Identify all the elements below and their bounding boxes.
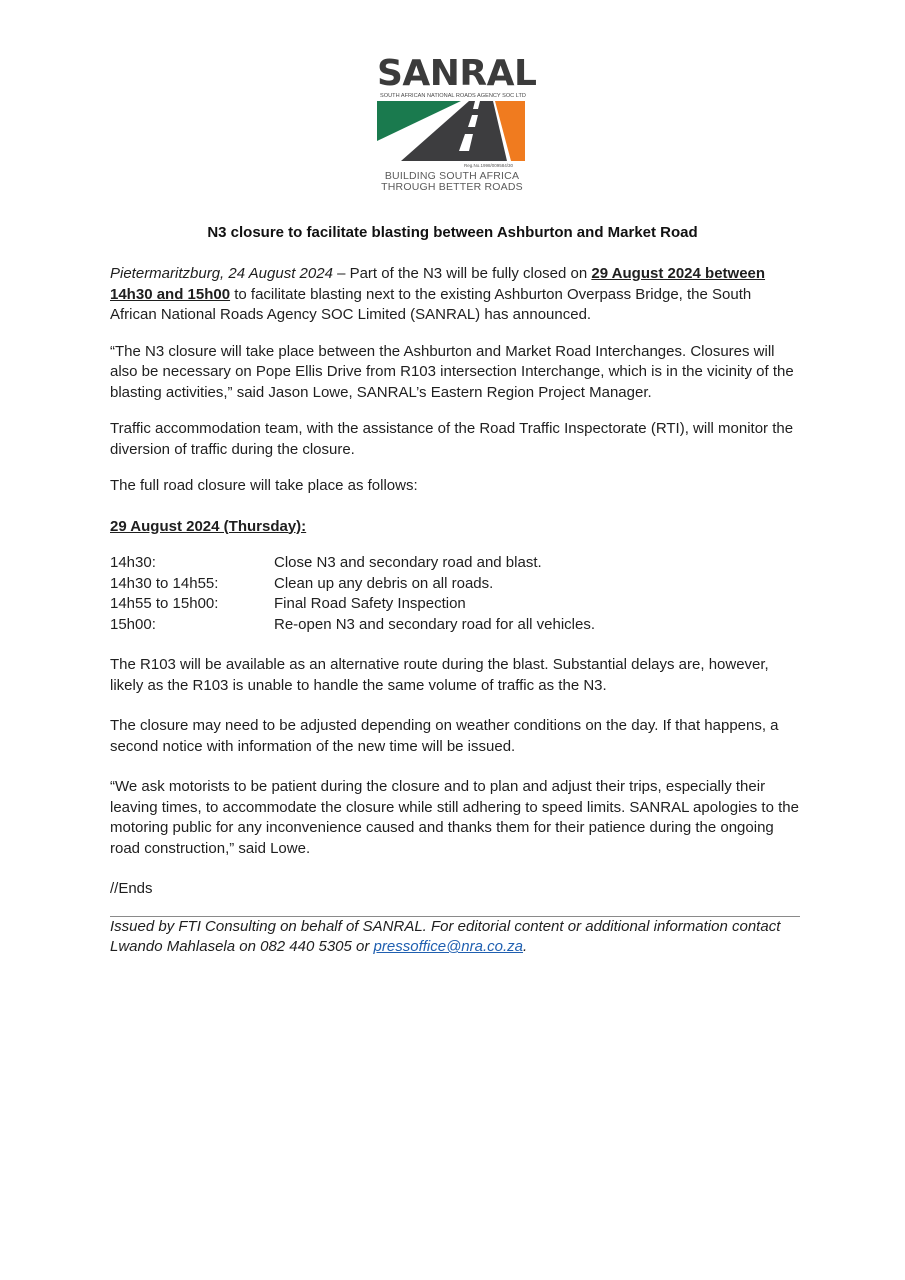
ends-marker: //Ends (110, 880, 153, 897)
schedule-action: Close N3 and secondary road and blast. (274, 554, 542, 571)
issued-text: Issued by FTI Consulting on behalf of SANRAL. For editorial content or additional information contact Lwando Mahlasela on 082 440 5305 or (110, 917, 781, 955)
schedule-action: Final Road Safety Inspection (274, 595, 466, 612)
press-office-email-link[interactable]: pressoffice@nra.co.za (373, 938, 524, 955)
logo-tagline-line1: BUILDING SOUTH AFRICA (384, 170, 520, 182)
quote-paragraph-2: “We ask motorists to be patient during the closure and to plan and adjust their trips, especially their leaving times, to accommodate the closure while still adhering to speed limits. SANRAL apologies to the motoring public for any inconvenience caused and thanks them for their patience during the ongoing road construction,” said Lowe. (110, 778, 799, 857)
full-closure-paragraph: The full road closure will take place as follows: (110, 477, 418, 494)
logo-tagline (374, 171, 530, 193)
logo-wordmark: SANRAL (377, 53, 537, 94)
intro-rest: to facilitate blasting next to the existing Ashburton Overpass Bridge, the South African National Roads Agency SOC Limited (SANRAL) has announced. (110, 285, 752, 323)
r103-paragraph: The R103 will be available as an alternative route during the blast. Substantial delays are, however, likely as the R103 is unable to handle the same volume of traffic as the N3. (110, 656, 769, 694)
schedule-action: Re-open N3 and secondary road for all vehicles. (274, 615, 596, 633)
issued-by-footer (110, 917, 800, 958)
logo-reg-number: Reg.No.1998/009584/30 (464, 163, 514, 168)
issued-tail: . (523, 938, 528, 955)
schedule-row (110, 594, 800, 615)
document-body (110, 264, 800, 974)
logo-subline: SOUTH AFRICAN NATIONAL ROADS AGENCY SOC LTD (380, 93, 526, 99)
document-title: N3 closure to facilitate blasting between Ashburton and Market Road (207, 224, 698, 241)
intro-dash: – Part of the N3 will be fully closed on (332, 265, 592, 282)
traffic-paragraph: Traffic accommodation team, with the assistance of the Road Traffic Inspectorate (RTI), will monitor the diversion of traffic during the closure. (110, 420, 794, 458)
schedule-row (110, 574, 800, 595)
schedule-row (110, 615, 800, 636)
schedule-row (110, 553, 800, 574)
schedule-time: 15h00: (110, 615, 156, 633)
schedule-time: 14h30 to 14h55: (110, 574, 219, 592)
closure-date-highlight: 29 August 2024 between 14h30 and 15h00 (110, 265, 766, 303)
dateline: Pietermaritzburg, 24 August 2024 (110, 265, 333, 282)
schedule-heading: 29 August 2024 (Thursday): (110, 517, 307, 535)
quote-paragraph-1: “The N3 closure will take place between the Ashburton and Market Road Interchanges. Closures will also be necessary on Pope Ellis Drive from R103 intersection Interchange, which is in the vicinity of the blasting activities,” said Jason Lowe, SANRAL’s Eastern Region Project Manager. (110, 342, 794, 401)
logo-tagline-line2: THROUGH BETTER ROADS (381, 181, 523, 193)
weather-paragraph: The closure may need to be adjusted depending on weather conditions on the day. If that happens, a second notice with information of the new time will be issued. (110, 717, 779, 755)
intro-paragraph (110, 264, 800, 326)
closure-schedule (110, 517, 800, 636)
schedule-action: Clean up any debris on all roads. (274, 574, 494, 592)
schedule-time: 14h55 to 15h00: (110, 595, 219, 612)
logo-road-graphic (377, 101, 525, 163)
schedule-time: 14h30: (110, 554, 156, 571)
sanral-logo (374, 53, 537, 200)
